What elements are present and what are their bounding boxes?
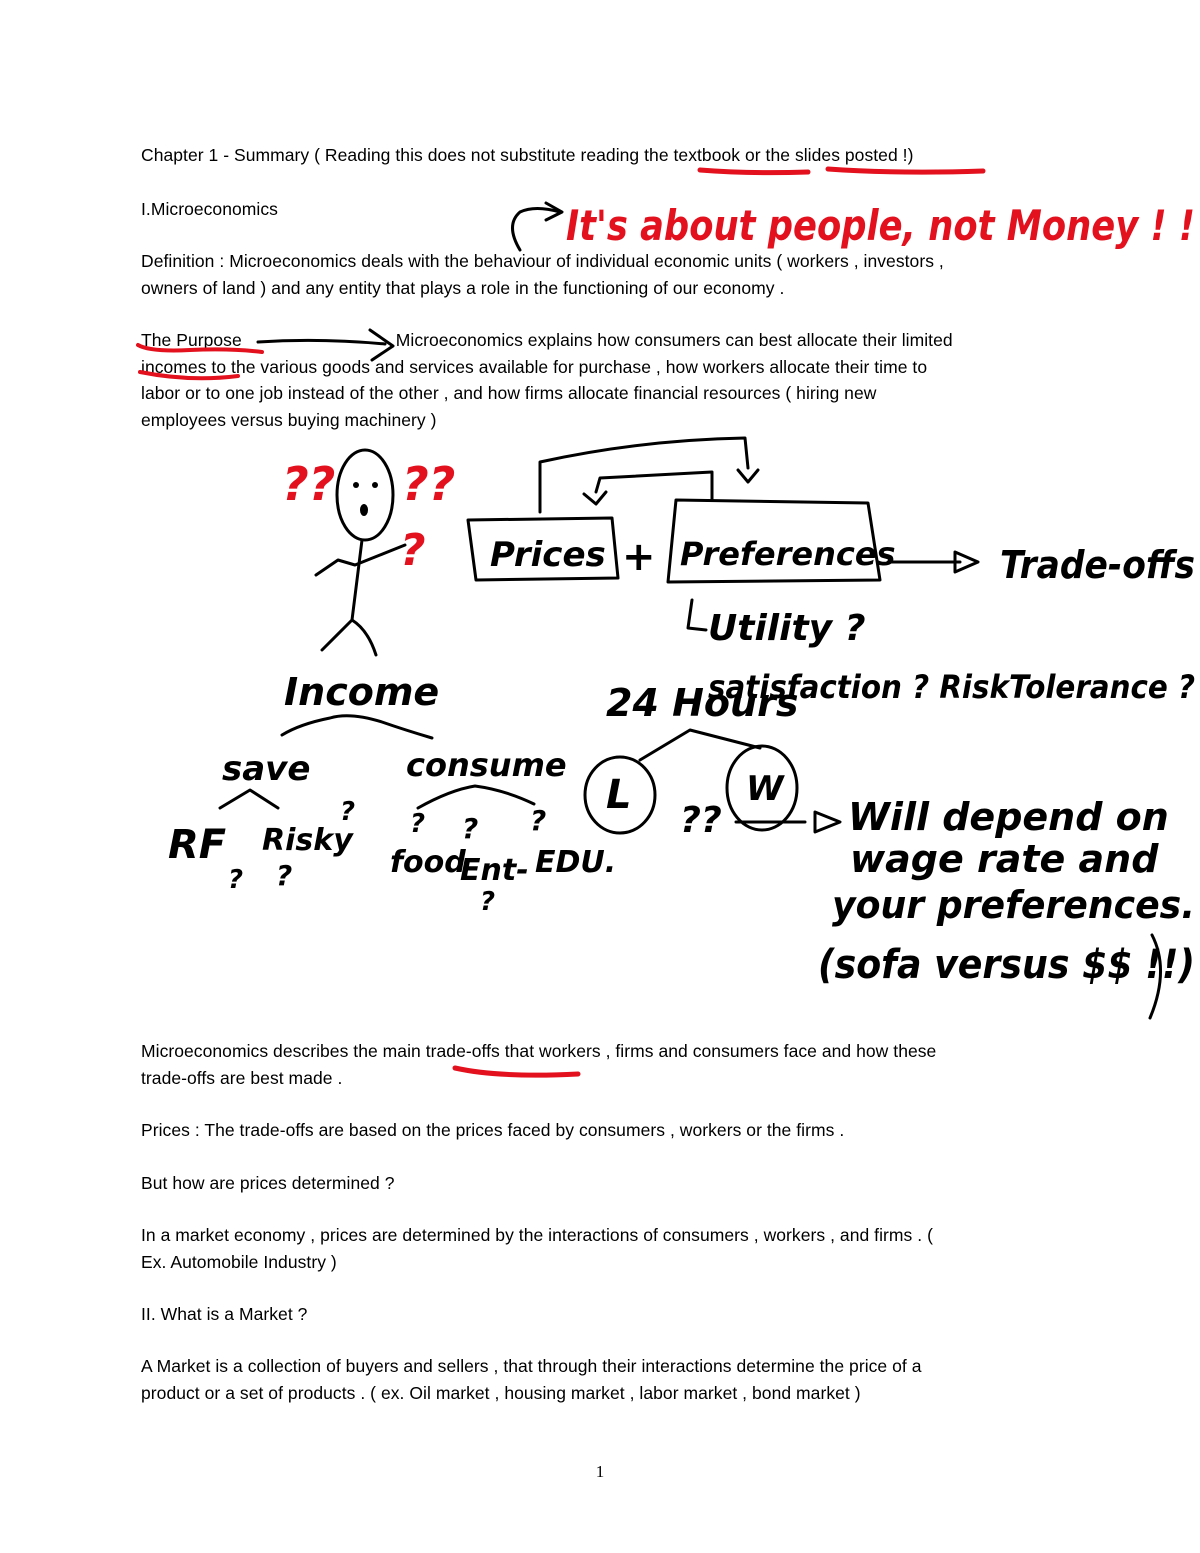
- note-arrow: [513, 209, 561, 251]
- save-label: save: [222, 749, 311, 789]
- question-mark: ?: [530, 804, 547, 837]
- food-label: food: [390, 845, 466, 880]
- wage-note-line: Will depend on: [848, 795, 1169, 839]
- question-line: But how are prices determined ?: [141, 1173, 395, 1193]
- prices-label: Prices: [490, 535, 606, 575]
- stick-figure-head: [337, 450, 393, 540]
- underline-purpose: [138, 345, 262, 352]
- purpose-arrow: [258, 340, 385, 344]
- tradeoffs-line: trade-offs are best made .: [141, 1067, 343, 1088]
- education-label: EDU.: [535, 845, 617, 880]
- question-marks: ??: [680, 800, 722, 841]
- purpose-label: The Purpose: [141, 330, 242, 350]
- definition-line: Definition : Microeconomics deals with the behaviour of individual economic units ( workers , investors ,: [141, 251, 944, 271]
- utility-label: Utility ?: [708, 608, 866, 649]
- arrowhead-icon: [584, 492, 606, 504]
- prices-line: Prices : The trade-offs are based on the prices faced by consumers , workers or the firms .: [141, 1120, 845, 1140]
- wage-note-line: (sofa versus $$ !!): [818, 942, 1195, 988]
- purpose-line: labor or to one job instead of the other , and how firms allocate financial resources ( hiring new: [141, 383, 877, 403]
- underline-tradeoffs: [455, 1068, 578, 1075]
- heading-text: Chapter 1 - Summary ( Reading this does not substitute reading the textbook or the slides posted !): [141, 145, 914, 165]
- red-note: It's about people, not Money ! !: [566, 201, 1195, 250]
- stick-figure-mouth: [360, 504, 368, 516]
- question-mark: ?: [410, 809, 426, 839]
- section-title: I.Microeconomics: [141, 199, 278, 219]
- underline-incomes: [140, 372, 238, 378]
- hours-label: 24 Hours: [606, 681, 799, 725]
- question-marks: ??: [282, 457, 336, 511]
- question-marks: ??: [402, 457, 456, 511]
- consume-label: consume: [406, 746, 567, 784]
- leisure-label: L: [606, 772, 632, 818]
- stick-figure-eye: [353, 482, 359, 488]
- definition-line: owners of land ) and any entity that plays a role in the functioning of our economy .: [141, 277, 785, 298]
- market-def-line: product or a set of products . ( ex. Oil market , housing market , labor market , bond market ): [141, 1382, 861, 1403]
- tradeoffs-line: Microeconomics describes the main trade-offs that workers , firms and consumers face and how these: [141, 1041, 937, 1061]
- connector-line: [596, 472, 712, 500]
- question-mark: ?: [340, 797, 356, 827]
- work-label: W: [746, 769, 784, 809]
- purpose-text: Microeconomics explains how consumers can best allocate their limited: [395, 330, 953, 350]
- utility-bracket: [688, 600, 706, 630]
- entertainment-label: Ent-: [460, 853, 529, 888]
- arrowhead-icon: [738, 470, 758, 482]
- question-mark: ?: [480, 887, 496, 917]
- underline-slides: [828, 169, 983, 172]
- arrowhead-icon: [815, 812, 840, 832]
- wage-note-line: your preferences.: [832, 883, 1195, 927]
- purpose-line: employees versus buying machinery ): [141, 409, 437, 430]
- plus-sign: +: [622, 534, 656, 580]
- market-economy-line: In a market economy , prices are determined by the interactions of consumers , workers , and firms . (: [141, 1225, 933, 1245]
- satisfaction-label: satisfaction ? RiskTolerance ?: [708, 668, 1195, 706]
- question-mark: ?: [228, 865, 244, 895]
- income-label: Income: [284, 670, 440, 714]
- consume-branch: [418, 786, 534, 808]
- question-mark: ?: [276, 859, 293, 892]
- section-title: II. What is a Market ?: [141, 1304, 308, 1324]
- income-branch: [282, 716, 432, 738]
- purpose-line: incomes to the various goods and services available for purchase , how workers allocate their time to: [141, 356, 928, 377]
- wage-note-line: wage rate and: [850, 837, 1159, 881]
- hours-branch: [640, 730, 760, 760]
- risky-label: Risky: [262, 823, 353, 858]
- tradeoffs-label: Trade-offs: [1000, 543, 1195, 587]
- save-branch: [220, 790, 278, 808]
- stick-figure-eye: [372, 482, 378, 488]
- underline-textbook: [700, 170, 808, 173]
- preferences-label: Preferences: [680, 535, 896, 573]
- stick-figure-legs: [322, 620, 376, 655]
- risk-free-label: RF: [168, 822, 227, 868]
- question-mark: ?: [462, 812, 479, 845]
- question-mark: ?: [400, 525, 426, 576]
- page-number: 1: [595, 1462, 605, 1481]
- market-def-line: A Market is a collection of buyers and sellers , that through their interactions determine the price of a: [141, 1356, 922, 1376]
- market-economy-line: Ex. Automobile Industry ): [141, 1251, 337, 1272]
- stick-figure-body: [352, 540, 362, 620]
